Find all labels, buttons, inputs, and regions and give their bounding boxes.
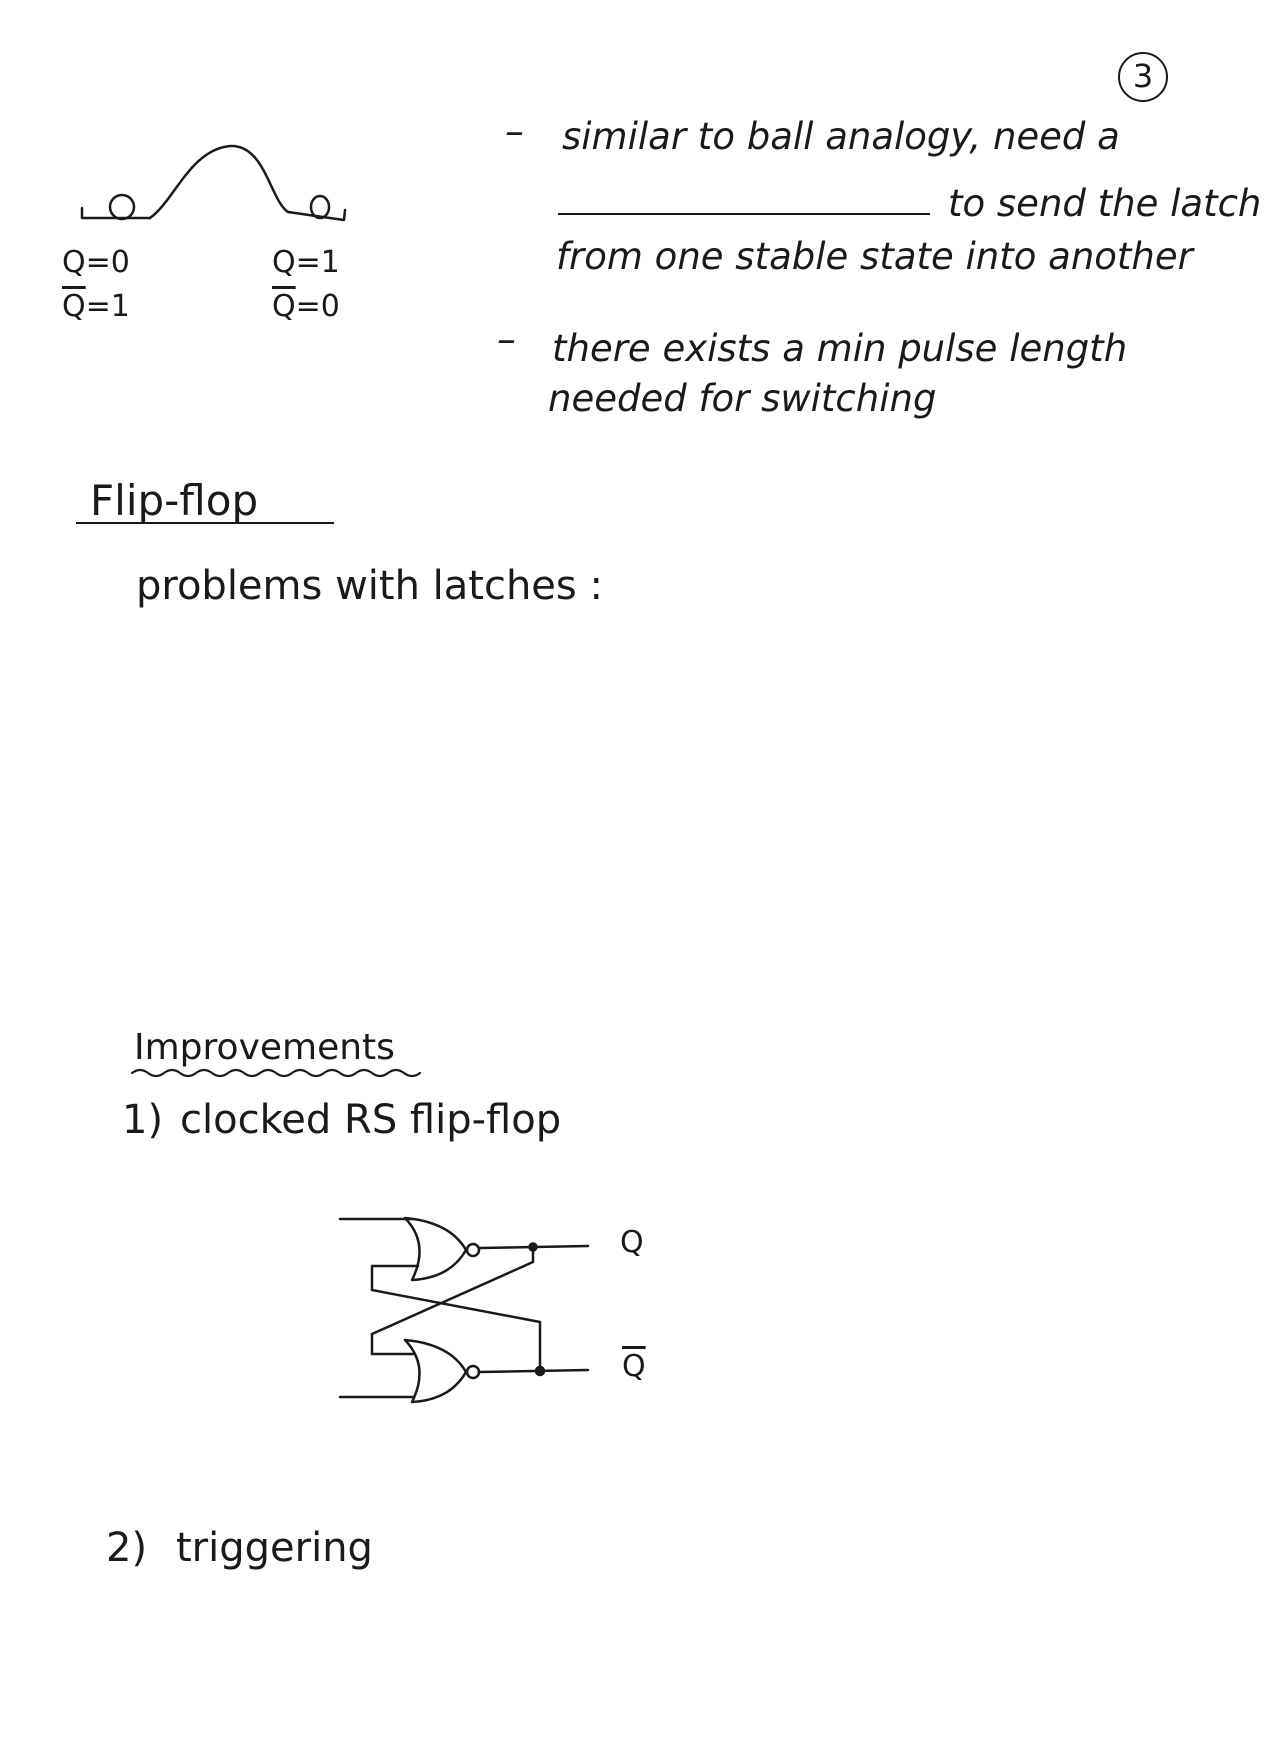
left-valley	[82, 208, 150, 218]
right-q-bar-value: =0	[295, 289, 340, 324]
section-title-underline	[76, 522, 334, 524]
circuit-output-q-bar: $\overline{Q}$	[622, 1349, 646, 1384]
bottom-output-node	[536, 1367, 544, 1375]
right-q-bar-symbol: $\overline{Q}$	[272, 289, 296, 324]
bottom-nor-gate	[405, 1340, 466, 1402]
improvement-1-text: clocked RS flip-flop	[180, 1097, 562, 1143]
circuit-output-q: Q	[620, 1225, 644, 1260]
left-ball	[110, 195, 134, 219]
improvement-1-number: 1)	[122, 1097, 164, 1143]
top-gate-bubble	[467, 1244, 479, 1256]
right-q-label: Q=1	[272, 245, 340, 280]
left-q-bar-value: =1	[85, 289, 130, 324]
improvements-heading: Improvements	[134, 1027, 395, 1068]
note-2-bullet: –	[497, 317, 516, 361]
energy-hill	[150, 146, 288, 218]
left-q-label: Q=0	[62, 245, 130, 280]
improvement-2-number: 2)	[106, 1525, 148, 1571]
improvement-2-text: triggering	[176, 1525, 373, 1571]
note-1-line-1: similar to ball analogy, need a	[562, 115, 1120, 158]
right-valley	[288, 210, 345, 220]
left-q-bar-label	[62, 289, 130, 324]
note-1-bullet: –	[505, 109, 524, 153]
note-1-line-2: to send the latch	[948, 182, 1262, 225]
bottom-output-wire	[479, 1370, 588, 1372]
cross-wire-qbar-to-top	[372, 1290, 540, 1371]
fill-in-blank-line	[558, 213, 930, 215]
top-nor-gate	[405, 1218, 466, 1280]
problems-label: problems with latches :	[136, 563, 603, 609]
top-output-node	[530, 1244, 537, 1251]
right-q-bar-label	[272, 289, 340, 324]
top-output-wire	[479, 1246, 588, 1248]
section-title: Flip-flop	[90, 476, 259, 525]
note-1-line-3: from one stable state into another	[556, 235, 1193, 278]
page-number: 3	[1118, 52, 1168, 102]
left-q-bar-symbol: $\overline{Q}$	[62, 289, 86, 324]
cross-wire-q-to-bottom	[372, 1247, 533, 1334]
right-ball	[311, 196, 329, 218]
bottom-gate-bubble	[467, 1366, 479, 1378]
note-2-line-2: needed for switching	[548, 377, 937, 420]
note-2-line-1: there exists a min pulse length	[552, 327, 1128, 370]
